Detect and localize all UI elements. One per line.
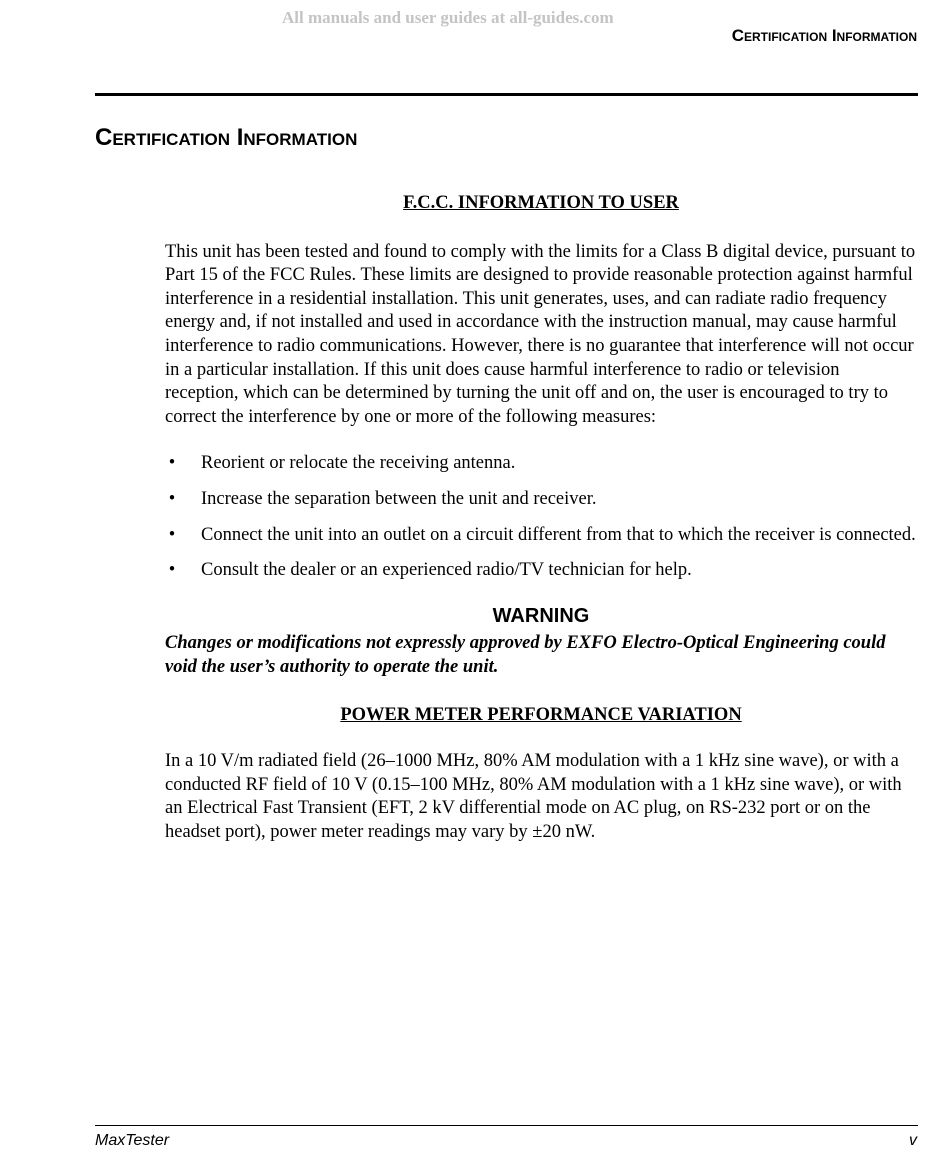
list-item xyxy=(165,452,917,476)
warning-heading: WARNING xyxy=(492,604,590,627)
list-item xyxy=(165,559,917,583)
list-item xyxy=(165,524,917,548)
list-item-text: Increase the separation between the unit and receiver. xyxy=(201,488,597,509)
list-item-text: Connect the unit into an outlet on a circuit different from that to which the receiver is connected. xyxy=(201,524,916,545)
fcc-heading: F.C.C. INFORMATION TO USER xyxy=(403,193,679,213)
power-meter-heading: POWER METER PERFORMANCE VARIATION xyxy=(340,704,742,725)
list-item-text: Reorient or relocate the receiving antenna. xyxy=(201,453,516,474)
fcc-paragraph: This unit has been tested and found to comply with the limits for a Class B digital device, pursuant to Part 15 of the FCC Rules. These limits are designed to provide reasonable protection against harmful interference in a residential installation. This unit generates, uses, and can radiate radio frequency energy and, if not installed and used in accordance with the instruction manual, may cause harmful interference to radio communications. However, there is no guarantee that interference will not occur in a particular installation. If this unit does cause harmful interference to radio or television reception, which can be determined by turning the unit off and on, the user is encouraged to try to correct the interference by one or more of the following measures: xyxy=(165,241,916,427)
footer-product-name: MaxTester xyxy=(95,1132,170,1149)
list-item xyxy=(165,488,917,512)
footer-rule xyxy=(95,1125,918,1126)
bullet-icon: • xyxy=(168,488,176,509)
main-content xyxy=(165,192,917,844)
watermark: All manuals and user guides at all-guides.com xyxy=(282,8,614,27)
bullet-icon: • xyxy=(168,560,176,581)
footer-page-number: v xyxy=(909,1132,917,1149)
header-rule xyxy=(95,93,918,96)
page-title: Certification Information xyxy=(95,124,358,151)
list-item-text: Consult the dealer or an experienced radio/TV technician for help. xyxy=(201,560,692,581)
warning-text: Changes or modifications not expressly approved by EXFO Electro-Optical Engineering could void the user’s authority to operate the unit. xyxy=(165,633,886,677)
bullet-icon: • xyxy=(168,524,176,545)
bullet-icon: • xyxy=(168,453,176,474)
running-header: Certification Information xyxy=(731,26,917,45)
power-meter-paragraph: In a 10 V/m radiated field (26–1000 MHz, 80% AM modulation with a 1 kHz sine wave), or with a conducted RF field of 10 V (0.15–100 MHz, 80% AM modulation with a 1 kHz sine wave), or with an Electrical Fast Transient (EFT, 2 kV differential mode on AC plug, on RS-232 port or on the headset port), power meter readings may vary by ±20 nW. xyxy=(165,751,902,842)
fcc-measures-list xyxy=(165,452,917,582)
